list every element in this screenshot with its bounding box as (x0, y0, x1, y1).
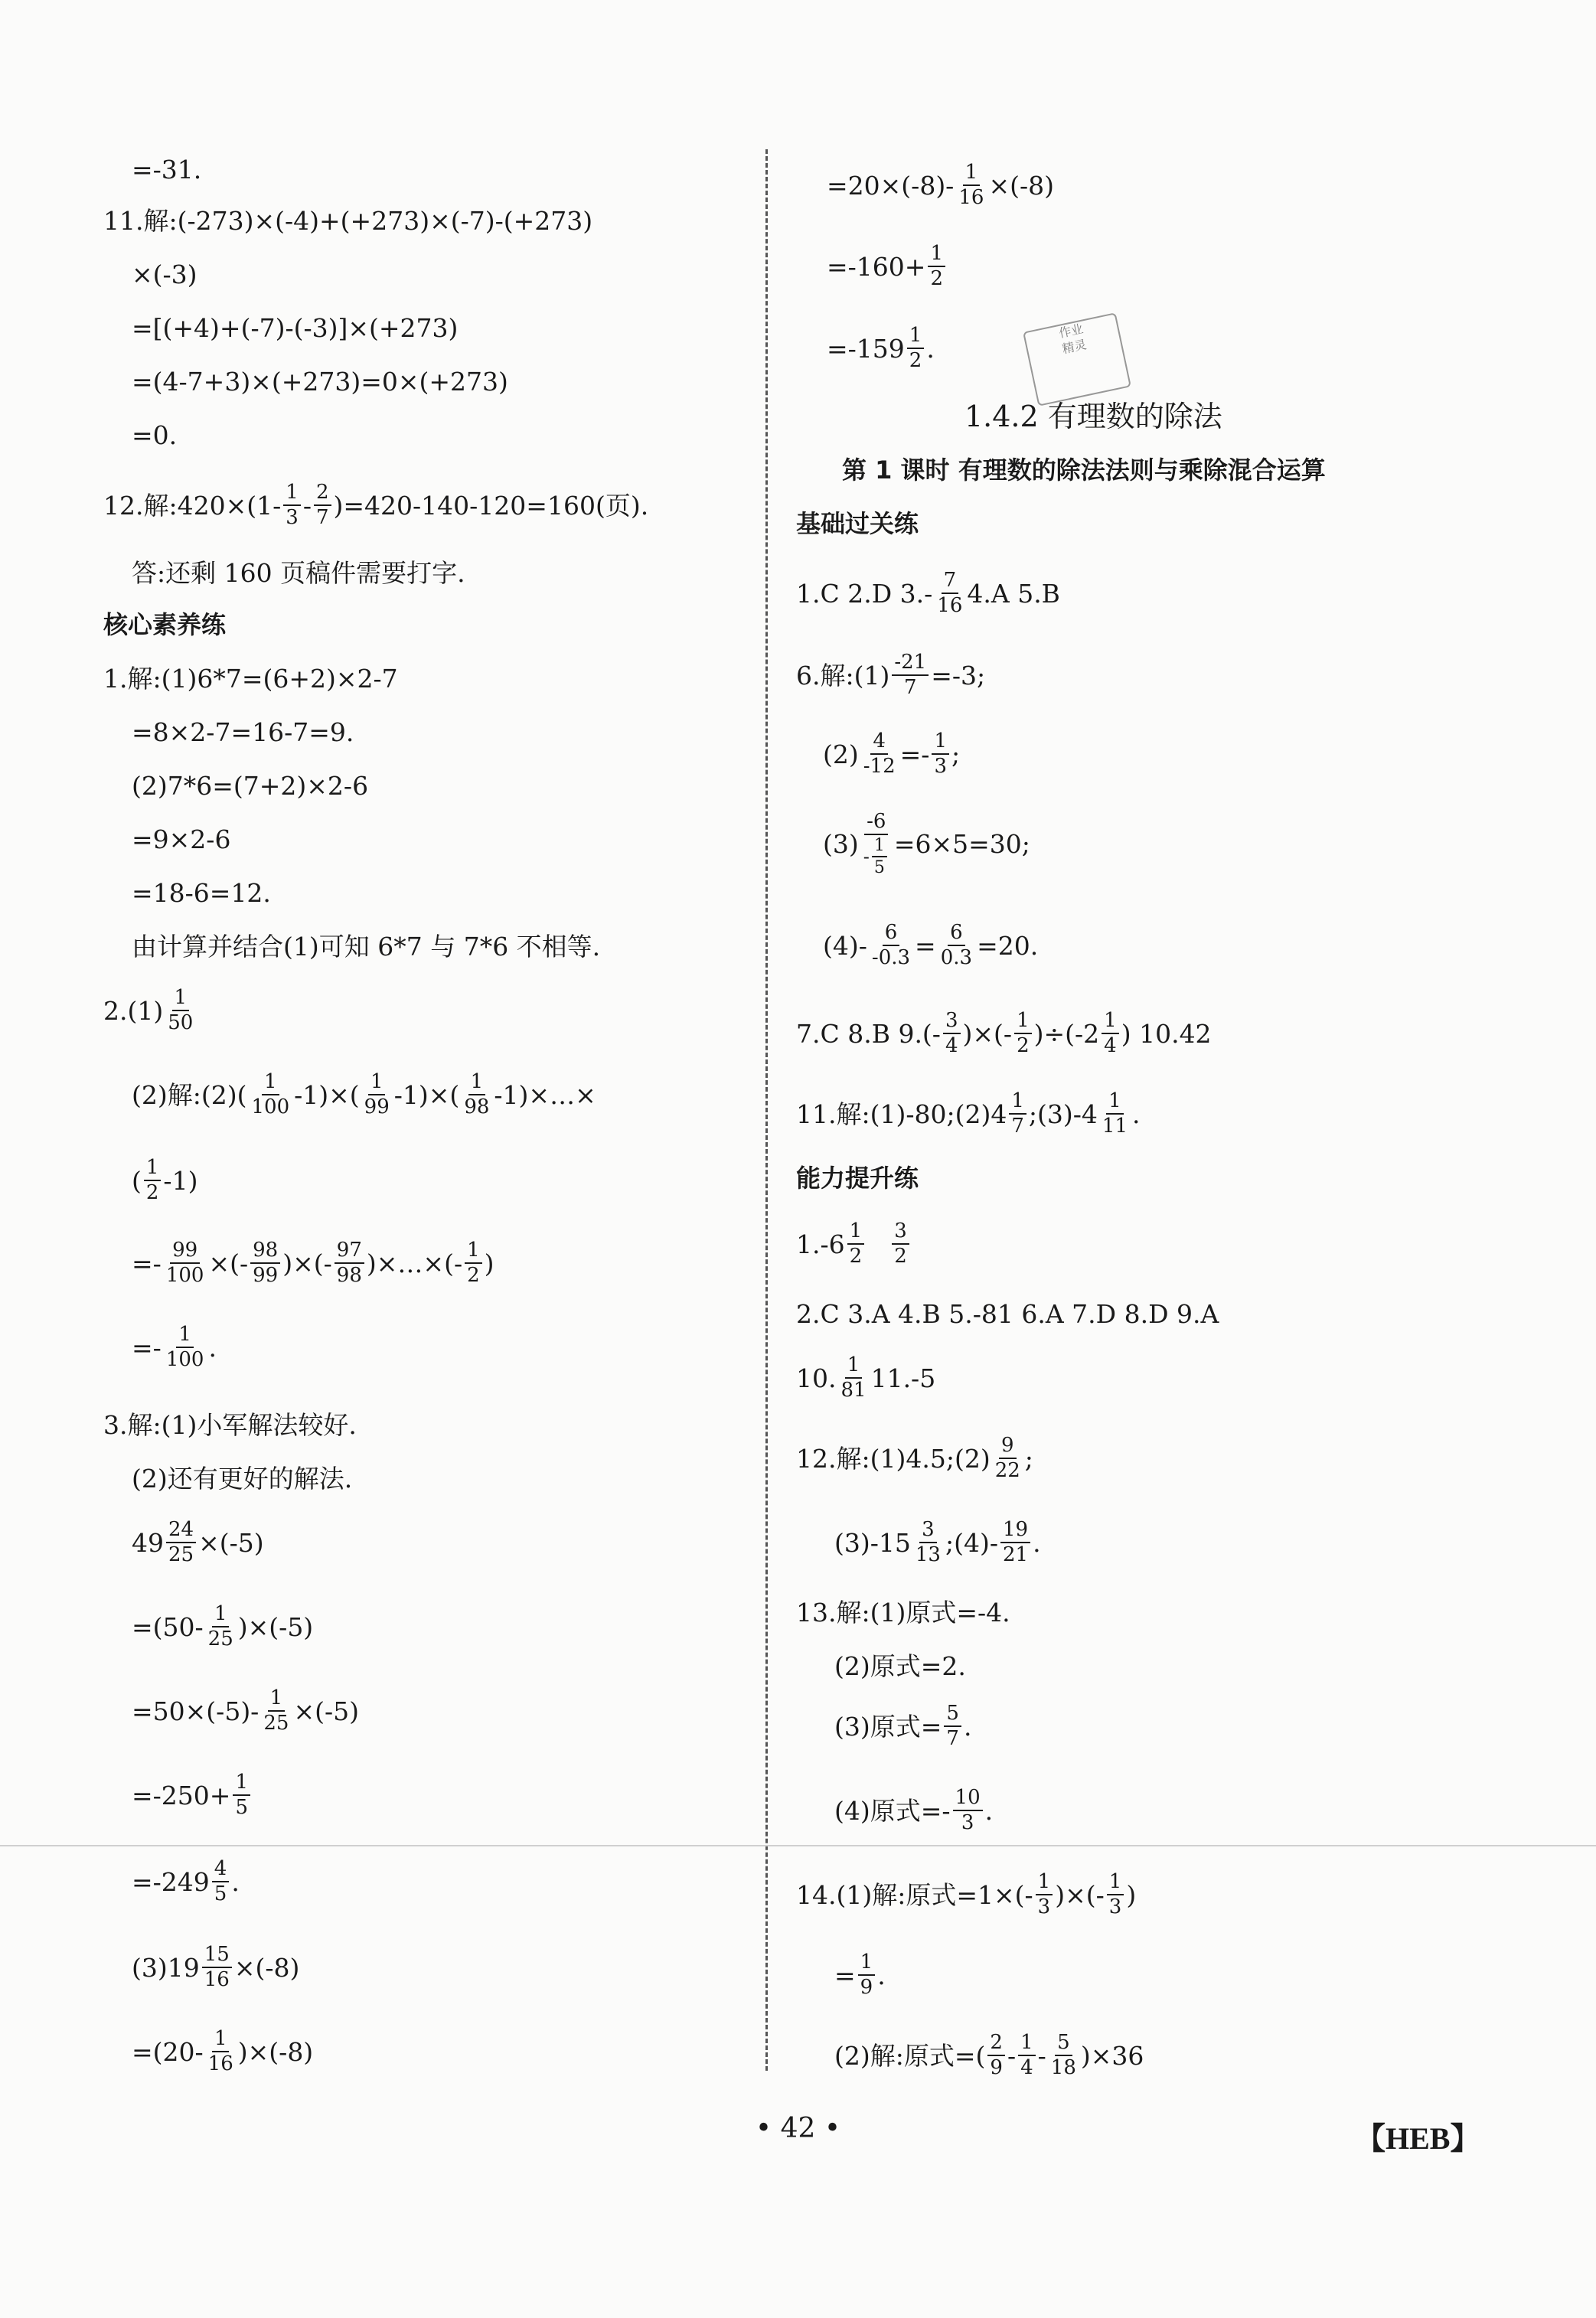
section-heading: 基础过关练 (796, 509, 919, 538)
section-heading: 能力提升练 (796, 1164, 919, 1193)
fraction: $\frac{1}{25}$ (263, 1686, 289, 1735)
text-line: (4)- $\frac{6}{-0.3}$ = $\frac{6}{0.3}$ =20. (823, 921, 1039, 970)
column-divider (765, 149, 768, 2071)
text-line: (2)解:(2)( 1 100 -1)×( 1 99 -1)×( 1 98 -1)×…× (132, 1070, 596, 1119)
section-title: 1.4.2 有理数的除法 (964, 400, 1222, 433)
fraction: 3 2 (892, 1221, 909, 1268)
text-line: 12.解:420×(1- 1 3 - 2 7 )=420-140-120=160(页). (103, 481, 649, 530)
text-line: 49 $\frac{24}{25}$ ×(-5) (132, 1518, 264, 1567)
fraction: 19 21 (1000, 1520, 1030, 1566)
text-line: ( 1 2 -1) (132, 1156, 198, 1205)
fraction: $\frac{6}{-0.3}$ (871, 921, 911, 970)
text-line: 12.解:(1)4.5;(2) 9 22 ; (796, 1434, 1033, 1483)
text-line: =-160+ $\frac{1}{2}$ (827, 243, 948, 290)
fraction: 1 5 (872, 837, 887, 877)
fraction: 2 9 (987, 2032, 1005, 2079)
page-number: • 42 • (755, 2113, 841, 2144)
fraction: $\frac{24}{25}$ (166, 1520, 196, 1566)
text-line: 11.解:(1)-80;(2)4 1 7 ;(3)-4 1 11 . (796, 1089, 1141, 1138)
text-line: =50×(-5)- $\frac{1}{25}$ ×(-5) (132, 1686, 359, 1735)
fraction: 1 16 (207, 2027, 233, 2076)
fraction: 1 50 (168, 986, 194, 1035)
fraction: 98 99 (250, 1240, 280, 1287)
text-line: 14.(1)解:原式=1×(- 1 3 )×(- 1 3 ) (796, 1870, 1137, 1919)
text-line: =0. (132, 420, 178, 450)
text-line: =[(+4)+(-7)-(-3)]×(+273) (132, 313, 459, 343)
fraction: 1 3 (1107, 1872, 1124, 1918)
fraction: $\frac{-21}{7}$ (892, 652, 929, 699)
lesson-title: 第 1 课时 有理数的除法法则与乘除混合运算 (842, 455, 1326, 485)
edition-tag: 【HEB】 (1355, 2121, 1481, 2156)
text-line: =-249 4 5 . (132, 1857, 240, 1906)
text-line: =9×2-6 (132, 824, 231, 854)
fraction: 1 98 (464, 1070, 490, 1119)
text-line: =-250+ $\frac{1}{5}$ (132, 1772, 253, 1819)
page-crease (0, 1845, 1596, 1846)
text-line: =8×2-7=16-7=9. (132, 717, 354, 747)
fraction: $\frac{15}{16}$ (202, 1944, 232, 1991)
text-line: =-31. (132, 155, 202, 184)
fraction: 4 5 (212, 1859, 230, 1905)
text-line: =-159 1 2 . (827, 324, 935, 373)
text-line: =(4-7+3)×(+273)=0×(+273) (132, 367, 508, 397)
fraction: 1 25 (207, 1602, 233, 1651)
text-line: (2)7*6=(7+2)×2-6 (132, 771, 369, 801)
text-line: (4)原式=- 10 3 . (834, 1786, 994, 1835)
fraction: 1 81 (840, 1353, 867, 1402)
text-line: 13.解:(1)原式=-4. (796, 1598, 1010, 1627)
text-line: =(20- 1 16 )×(-8) (132, 2027, 314, 2076)
text-line: =20×(-8)- $\frac{1}{16}$ ×(-8) (827, 161, 1054, 210)
fraction: 5 18 (1050, 2031, 1076, 2080)
fraction: 9 22 (994, 1434, 1020, 1483)
text-line: =18-6=12. (132, 878, 271, 908)
text-line: (2)还有更好的解法. (132, 1464, 353, 1494)
text-line: 3.解:(1)小军解法较好. (103, 1410, 357, 1440)
fraction: 2 7 (314, 482, 331, 529)
fraction: 1 4 (1018, 2032, 1036, 2079)
fraction: 97 98 (335, 1240, 364, 1287)
text-line: =- $\frac{99}{100}$ ×(- 98 99 )×(- 97 98 )×…×(- 1 2 ) (132, 1239, 494, 1288)
fraction: $\frac{1}{16}$ (958, 161, 984, 210)
fraction: 1 7 (1009, 1091, 1026, 1138)
text-line: 答:还剩 160 页稿件需要打字. (132, 558, 465, 588)
fraction: 1 2 (907, 325, 925, 372)
fraction: 1 3 (1036, 1872, 1053, 1918)
text-line: 1.-6 1 2 3 2 (796, 1221, 912, 1268)
text-line: 2.C 3.A 4.B 5.-81 6.A 7.D 8.D 9.A (796, 1299, 1219, 1329)
fraction: $\frac{1}{5}$ (233, 1772, 250, 1819)
text-line: =- 1 100 . (132, 1323, 217, 1372)
fraction: $\frac{6}{0.3}$ (940, 921, 973, 970)
text-line: (3)原式= $\frac{5}{7}$ . (834, 1702, 972, 1751)
text-line: 6.解:(1) $\frac{-21}{7}$ =-3; (796, 651, 986, 700)
fraction: 1 2 (144, 1157, 162, 1204)
text-line: = $\frac{1}{9}$ . (834, 1951, 886, 2000)
fraction: 3 4 (943, 1010, 961, 1057)
fraction: 1 3 (283, 482, 301, 529)
text-line: =(50- 1 25 )×(-5) (132, 1602, 314, 1651)
text-line: (2) $\frac{4}{-12}$ =- 1 3 ; (823, 730, 961, 779)
fraction: $\frac{99}{100}$ (165, 1239, 204, 1288)
text-line: (3)-15 3 13 ;(4)- 19 21 . (834, 1518, 1041, 1567)
text-line: 2.(1) 1 50 (103, 988, 197, 1034)
fraction: 1 11 (1102, 1089, 1128, 1138)
fraction: $\frac{4}{-12}$ (863, 730, 896, 779)
text-line: (3) -6 - 1 5 =6×5=30; (823, 810, 1030, 878)
text-line: (2)解:原式=( 2 9 - 1 4 - 5 18 )×36 (834, 2031, 1144, 2080)
fraction: 1 99 (364, 1070, 390, 1119)
fraction: $\frac{5}{7}$ (944, 1703, 961, 1750)
text-line: ×(-3) (132, 260, 197, 289)
text-line: 1.解:(1)6*7=(6+2)×2-7 (103, 664, 398, 694)
fraction: 1 3 (932, 731, 949, 778)
fraction: $\frac{1}{9}$ (858, 1952, 876, 1999)
complex-fraction: -6 - 1 5 (861, 811, 892, 877)
fraction: 10 3 (953, 1787, 983, 1834)
text-line: 11.解:(-273)×(-4)+(+273)×(-7)-(+273) (103, 206, 593, 236)
text-line: 7.C 8.B 9.(- 3 4 )×(- 1 2 )÷(-2 1 4 ) 10.42 (796, 1009, 1212, 1058)
fraction: 1 2 (847, 1221, 865, 1268)
text-line: 由计算并结合(1)可知 6*7 与 7*6 不相等. (132, 932, 601, 961)
fraction: 1 100 (165, 1323, 204, 1372)
fraction: $\frac{1}{2}$ (928, 243, 945, 290)
fraction: 1 4 (1102, 1010, 1119, 1057)
text-line: (3)19 $\frac{15}{16}$ ×(-8) (132, 1943, 300, 1992)
watermark-stamp: 作业 精灵 (1023, 312, 1131, 406)
fraction: 1 100 (251, 1070, 290, 1119)
fraction: 3 13 (915, 1518, 941, 1567)
fraction: 1 2 (465, 1240, 482, 1287)
section-heading: 核心素养练 (103, 610, 227, 639)
fraction: 7 16 (937, 569, 963, 618)
fraction: 1 2 (1014, 1010, 1032, 1057)
text-line: (2)原式=2. (834, 1651, 966, 1681)
text-line: 1.C 2.D 3.- 7 16 4.A 5.B (796, 569, 1060, 618)
text-line: 10. 1 81 11.-5 (796, 1353, 936, 1402)
